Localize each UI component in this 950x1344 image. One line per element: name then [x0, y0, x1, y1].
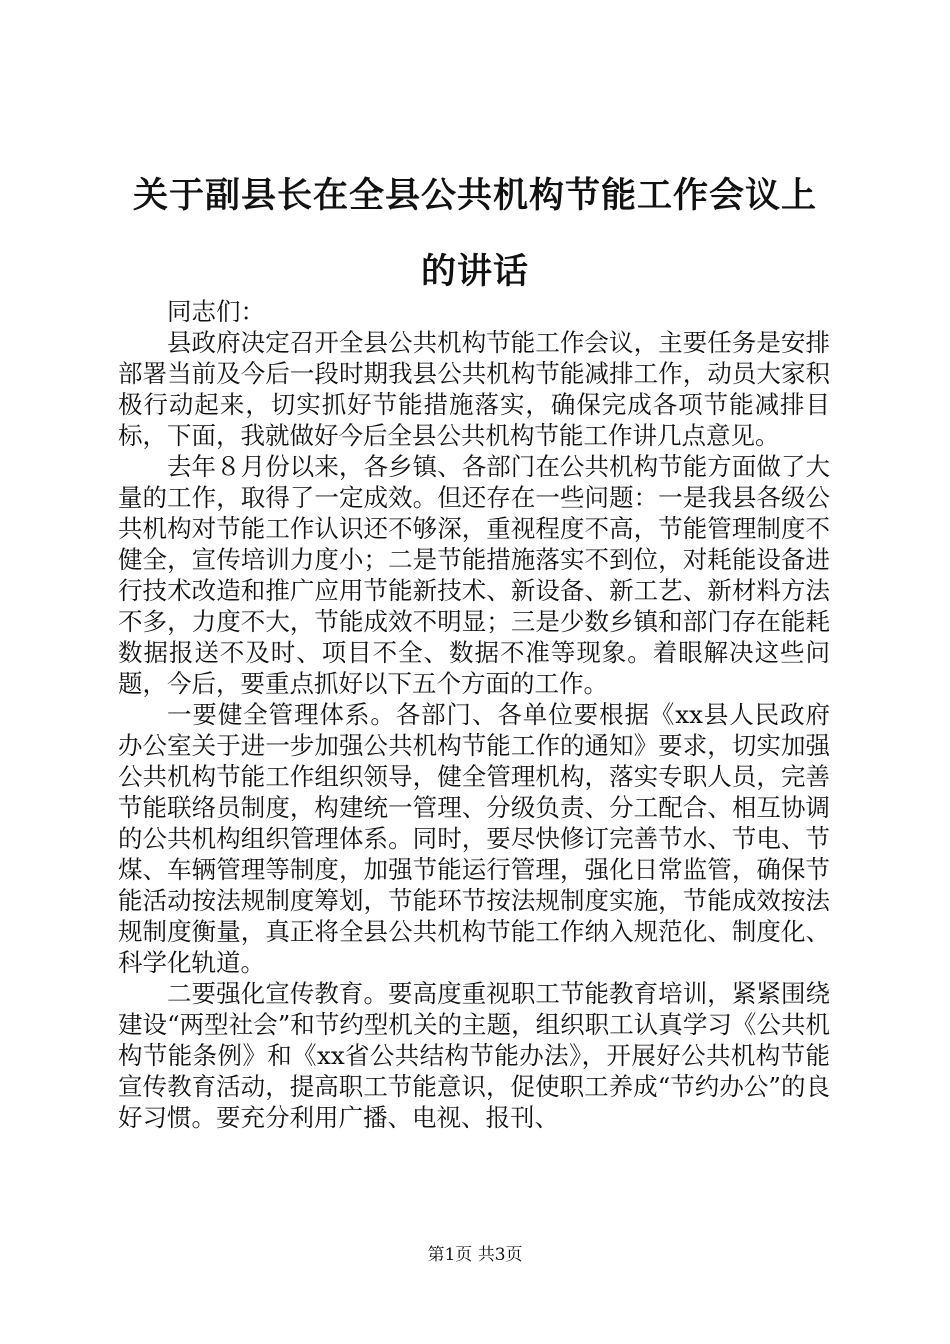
paragraph-intro: 县政府决定召开全县公共机构节能工作会议，主要任务是安排部署当前及今后一段时期我县公共机构节能减排工作，动员大家积极行动起来，切实抓好节能措施落实，确保完成各项节能减排目标，下面，我就做好今后全县公共机构节能工作讲几点意见。 — [118, 328, 830, 450]
page-number-footer: 第1页 共3页 — [427, 1245, 523, 1265]
salutation: 同志们： — [167, 297, 265, 326]
document-body — [118, 296, 830, 1133]
paragraph-management-system: 一要健全管理体系。各部门、各单位要根据《xx县人民政府办公室关于进一步加强公共机构节能工作的通知》要求，切实加强公共机构节能工作组织领导，健全管理机构，落实专职人员，完善节能联络员制度，构建统一管理、分级负责、分工配合、相互协调的公共机构组织管理体系。同时，要尽快修订完善节水、节电、节煤、车辆管理等制度，加强节能运行管理，强化日常监管，确保节能活动按法规制度筹划，节能环节按法规制度实施，节能成效按法规制度衡量，真正将全县公共机构节能工作纳入规范化、制度化、科学化轨道。 — [118, 700, 830, 977]
paragraph-publicity-education: 二要强化宣传教育。要高度重视职工节能教育培训，紧紧围绕建设“两型社会”和节约型机关的主题，组织职工认真学习《公共机构节能条例》和《xx省公共结构节能办法》，开展好公共机构节能宣传教育活动，提高职工节能意识，促使职工养成“节约办公”的良好习惯。要充分利用广播、电视、报刊、 — [118, 979, 830, 1132]
document-title: 关于副县长在全县公共机构节能工作会议上的讲话 — [132, 176, 817, 292]
paragraph-problems: 去年８月份以来，各乡镇、各部门在公共机构节能方面做了大量的工作，取得了一定成效。但还存在一些问题：一是我县各级公共机构对节能工作认识还不够深，重视程度不高，节能管理制度不健全，宣传培训力度小；二是节能措施落实不到位，对耗能设备进行技术改造和推广应用节能新技术、新设备、新工艺、新材料方法不多，力度不大，节能成效不明显；三是少数乡镇和部门存在能耗数据报送不及时、项目不全、数据不准等现象。着眼解决这些问题，今后，要重点抓好以下五个方面的工作。 — [118, 452, 830, 698]
